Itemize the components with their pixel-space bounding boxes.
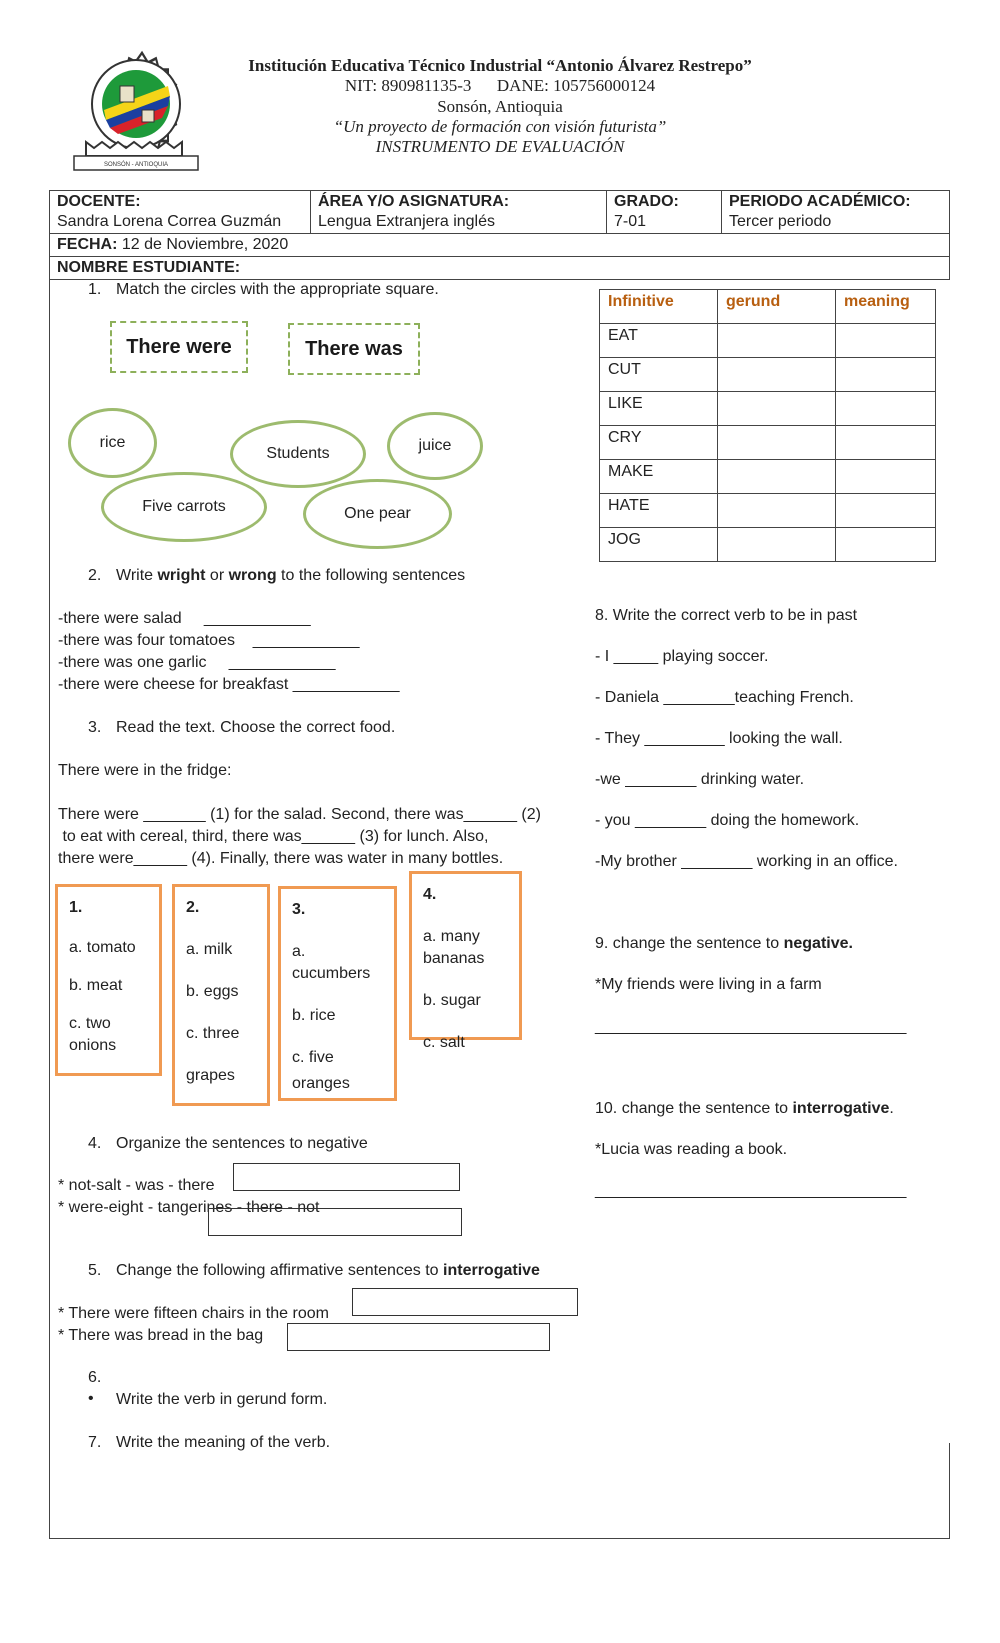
estudiante-label: NOMBRE ESTUDIANTE: bbox=[57, 259, 241, 276]
box-there-were[interactable]: There were bbox=[110, 321, 248, 373]
q6-instruction: Write the verb in gerund form. bbox=[116, 1391, 328, 1408]
meaning-cell[interactable] bbox=[836, 528, 936, 562]
header-infinitive: Infinitive bbox=[600, 290, 718, 324]
q4-sentence-2: * were-eight - tangerines - there - not bbox=[58, 1199, 320, 1216]
gerund-cell[interactable] bbox=[718, 324, 836, 358]
q4-instruction: Organize the sentences to negative bbox=[116, 1135, 368, 1152]
student-name-field[interactable] bbox=[50, 257, 950, 280]
q3-intro: There were in the fridge: bbox=[58, 762, 232, 779]
option-c: c. salt bbox=[423, 1034, 465, 1051]
option-a: a. milk bbox=[186, 941, 233, 958]
verb-jog: JOG bbox=[600, 528, 718, 562]
q2-line-1[interactable]: -there were salad ____________ bbox=[58, 610, 311, 627]
gerund-cell[interactable] bbox=[718, 426, 836, 460]
option-a-cont: cucumbers bbox=[292, 965, 371, 982]
q2-instruction: Write wright or wrong to the following sentences bbox=[116, 567, 466, 584]
meaning-cell[interactable] bbox=[836, 358, 936, 392]
q5-number: 5. bbox=[88, 1262, 102, 1279]
q4-number: 4. bbox=[88, 1135, 102, 1152]
q2-line-4[interactable]: -there were cheese for breakfast ____________ bbox=[58, 676, 400, 693]
verb-cut: CUT bbox=[600, 358, 718, 392]
option-b: b. rice bbox=[292, 1007, 336, 1024]
header-gerund: gerund bbox=[718, 290, 836, 324]
box-there-was[interactable]: There was bbox=[288, 323, 420, 375]
meaning-cell[interactable] bbox=[836, 460, 936, 494]
q10-instruction: 10. change the sentence to interrogative. bbox=[595, 1100, 894, 1117]
q8-line-4[interactable]: -we ________ drinking water. bbox=[595, 771, 805, 788]
fecha-value: 12 de Noviembre, 2020 bbox=[121, 236, 289, 253]
option-box-4[interactable] bbox=[409, 871, 522, 1051]
gerund-cell[interactable] bbox=[718, 528, 836, 562]
q9-instruction: 9. change the sentence to negative. bbox=[595, 935, 853, 952]
q3-number: 3. bbox=[88, 719, 102, 736]
verb-make: MAKE bbox=[600, 460, 718, 494]
option-box-number: 4. bbox=[423, 886, 437, 903]
meaning-cell[interactable] bbox=[836, 392, 936, 426]
circle-rice[interactable]: rice bbox=[68, 408, 157, 478]
verb-like: LIKE bbox=[600, 392, 718, 426]
option-b: b. meat bbox=[69, 977, 123, 994]
q10-sentence: *Lucia was reading a book. bbox=[595, 1141, 788, 1158]
meaning-cell[interactable] bbox=[836, 426, 936, 460]
circle-students[interactable]: Students bbox=[230, 420, 366, 488]
instrument-title: INSTRUMENTO DE EVALUACIÓN bbox=[375, 137, 625, 156]
option-box-number: 2. bbox=[186, 899, 200, 916]
q5-sentence-1: * There were fifteen chairs in the room bbox=[58, 1305, 329, 1322]
option-a: a. many bbox=[423, 928, 480, 945]
q6-bullet: • bbox=[88, 1390, 94, 1407]
meaning-cell[interactable] bbox=[836, 494, 936, 528]
option-b: b. eggs bbox=[186, 983, 239, 1000]
q8-line-3[interactable]: - They _________ looking the wall. bbox=[595, 730, 843, 747]
fecha-label: FECHA: bbox=[57, 236, 118, 253]
option-box-1[interactable] bbox=[55, 884, 162, 1076]
frame-left-border bbox=[49, 280, 50, 1538]
q3-paragraph-1: There were _______ (1) for the salad. Second, there was______ (2) bbox=[58, 806, 541, 823]
school-logo bbox=[72, 38, 200, 176]
gerund-cell[interactable] bbox=[718, 494, 836, 528]
docente-label: DOCENTE: bbox=[57, 193, 141, 210]
q3-paragraph-2: to eat with cereal, third, there was______ (3) for lunch. Also, bbox=[58, 828, 489, 845]
q8-instruction: 8. Write the correct verb to be in past bbox=[595, 607, 858, 624]
periodo-value: Tercer periodo bbox=[729, 213, 832, 230]
q4-answer-1[interactable] bbox=[233, 1163, 460, 1191]
q9-answer-line[interactable]: ___________________________________ bbox=[595, 1018, 907, 1035]
circle-one-pear[interactable]: One pear bbox=[303, 479, 452, 549]
q1-number: 1. bbox=[88, 281, 102, 298]
option-c: c. three bbox=[186, 1025, 240, 1042]
q4-answer-2[interactable] bbox=[208, 1208, 462, 1236]
verb-hate: HATE bbox=[600, 494, 718, 528]
q2-number: 2. bbox=[88, 567, 102, 584]
q8-line-5[interactable]: - you ________ doing the homework. bbox=[595, 812, 860, 829]
verb-cry: CRY bbox=[600, 426, 718, 460]
q3-instruction: Read the text. Choose the correct food. bbox=[116, 719, 396, 736]
option-box-3[interactable] bbox=[278, 886, 397, 1101]
circle-five-carrots[interactable]: Five carrots bbox=[101, 472, 267, 542]
grado-value: 7-01 bbox=[614, 213, 647, 230]
logo-caption: SONSÓN - ANTIOQUIA bbox=[103, 162, 169, 168]
docente-value: Sandra Lorena Correa Guzmán bbox=[57, 213, 282, 230]
q8-line-2[interactable]: - Daniela ________teaching French. bbox=[595, 689, 854, 706]
frame-right-border bbox=[949, 1443, 950, 1539]
q8-line-6[interactable]: -My brother ________ working in an office. bbox=[595, 853, 898, 870]
q5-answer-1[interactable] bbox=[352, 1288, 578, 1316]
q5-instruction: Change the following affirmative sentences to interrogative bbox=[116, 1262, 540, 1279]
area-value: Lengua Extranjera inglés bbox=[318, 213, 496, 230]
area-label: ÁREA Y/O ASIGNATURA: bbox=[318, 193, 510, 210]
verb-table bbox=[599, 289, 936, 562]
option-b: b. sugar bbox=[423, 992, 481, 1009]
gerund-cell[interactable] bbox=[718, 392, 836, 426]
option-c: c. two bbox=[69, 1015, 111, 1032]
option-c-cont: onions bbox=[69, 1037, 117, 1054]
periodo-label: PERIODO ACADÉMICO: bbox=[729, 193, 911, 210]
q7-number: 7. bbox=[88, 1434, 102, 1451]
q8-line-1[interactable]: - I _____ playing soccer. bbox=[595, 648, 769, 665]
school-name: Institución Educativa Técnico Industrial “Antonio Álvarez Restrepo” bbox=[248, 56, 752, 75]
school-motto: “Un proyecto de formación con visión futurista” bbox=[333, 117, 667, 136]
grado-label: GRADO: bbox=[614, 193, 679, 210]
option-a: a. bbox=[292, 943, 306, 960]
gerund-cell[interactable] bbox=[718, 358, 836, 392]
q10-answer-line[interactable]: ___________________________________ bbox=[595, 1182, 907, 1199]
option-box-number: 3. bbox=[292, 901, 306, 918]
school-ids: NIT: 890981135-3 DANE: 105756000124 bbox=[344, 76, 656, 95]
q6-number: 6. bbox=[88, 1369, 102, 1386]
q3-paragraph-3: there were______ (4). Finally, there was water in many bottles. bbox=[58, 850, 504, 867]
option-c: c. five bbox=[292, 1049, 334, 1066]
q5-sentence-2: * There was bread in the bag bbox=[58, 1327, 264, 1344]
meaning-cell[interactable] bbox=[836, 324, 936, 358]
option-c-cont: grapes bbox=[186, 1067, 235, 1084]
header-meaning: meaning bbox=[836, 290, 936, 324]
option-box-number: 1. bbox=[69, 899, 83, 916]
verb-eat: EAT bbox=[600, 324, 718, 358]
q7-instruction: Write the meaning of the verb. bbox=[116, 1434, 331, 1451]
q5-answer-2[interactable] bbox=[287, 1323, 550, 1351]
circle-juice[interactable]: juice bbox=[387, 412, 483, 480]
option-a: a. tomato bbox=[69, 939, 136, 956]
gerund-cell[interactable] bbox=[718, 460, 836, 494]
q4-sentence-1: * not-salt - was - there bbox=[58, 1177, 215, 1194]
q2-line-3[interactable]: -there was one garlic ____________ bbox=[58, 654, 336, 671]
q2-line-2[interactable]: -there was four tomatoes ____________ bbox=[58, 632, 360, 649]
option-box-2[interactable] bbox=[172, 884, 270, 1106]
option-a-cont: bananas bbox=[423, 950, 485, 967]
info-table bbox=[49, 190, 950, 280]
q9-sentence: *My friends were living in a farm bbox=[595, 976, 822, 993]
school-location: Sonsón, Antioquia bbox=[437, 97, 563, 116]
frame-bottom-border bbox=[49, 1538, 950, 1539]
option-c-cont: oranges bbox=[292, 1075, 350, 1092]
q1-instruction: Match the circles with the appropriate square. bbox=[116, 281, 439, 298]
